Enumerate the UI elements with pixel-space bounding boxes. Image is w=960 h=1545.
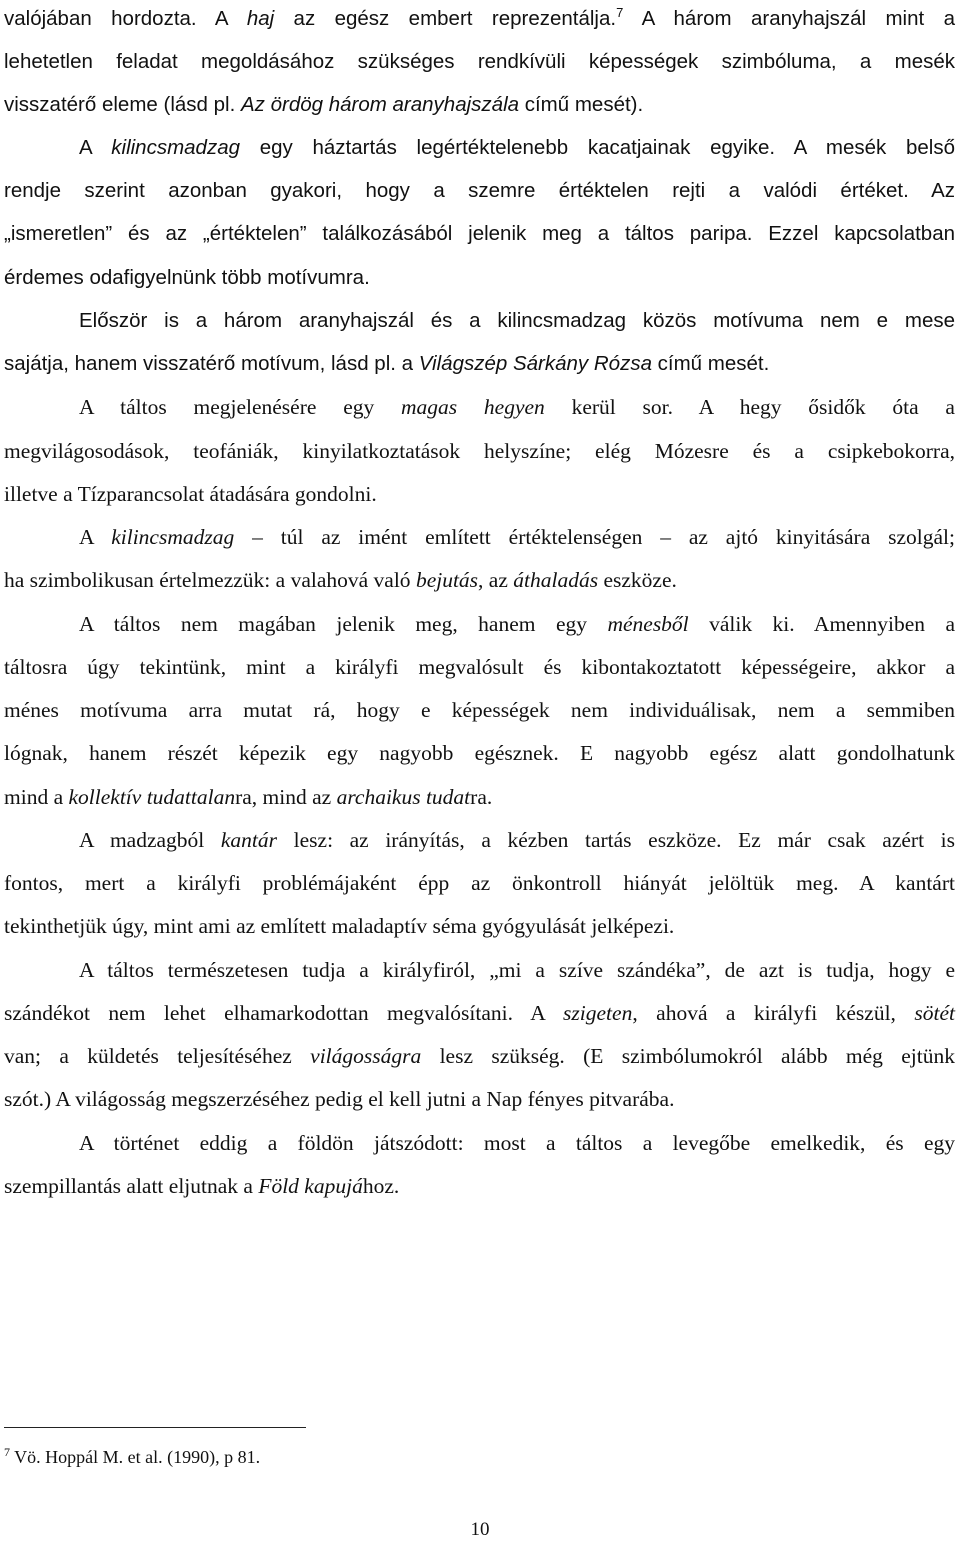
text-run: kerül sor. A hegy ősidők óta a <box>544 395 955 419</box>
text-run: táltosra úgy tekintünk, mint a királyfi megvalósult és kibontakoztatott képességeire, akkor a <box>4 655 955 679</box>
text-run: egy háztartás legértéktelenebb kacatjainak egyike. A mesék belső <box>240 136 955 159</box>
italic-text: Az ördög három aranyhajszála <box>240 93 520 116</box>
text-line <box>4 480 955 508</box>
text-line <box>4 1042 955 1070</box>
text-run: „ismeretlen” és az „értéktelen” találkozásából jelenik meg a táltos paripa. Ezzel kapcsolatban <box>4 222 955 245</box>
footnote-text: Vö. Hoppál M. et al. (1990), p 81. <box>10 1447 261 1467</box>
text-run: lógnak, hanem részét képezik egy nagyobb egésznek. E nagyobb egész alatt gondolhatunk <box>4 741 955 765</box>
text-line <box>4 696 955 724</box>
text-line <box>79 610 955 638</box>
text-run: ménes motívuma arra mutat rá, hogy e képességek nem individuálisak, nem a semmiben <box>4 698 955 722</box>
text-run: valójában hordozta. A <box>4 7 247 30</box>
italic-text: világosságra <box>310 1044 422 1068</box>
text-run: lesz: az irányítás, a kézben tartás eszköze. Ez már csak azért is <box>277 828 955 852</box>
text-run: című mesét). <box>519 93 644 116</box>
text-run: lesz szükség. (E szimbólumokról alább még ejtünk <box>421 1044 955 1068</box>
text-line <box>4 912 955 940</box>
italic-text: kilincsmadzag <box>111 136 241 159</box>
text-line <box>79 307 955 335</box>
text-line <box>79 134 955 162</box>
text-run: Először is a három aranyhajszál és a kilincsmadzag közös motívuma nem e mese <box>79 309 955 332</box>
text-line <box>4 437 955 465</box>
text-run: visszatérő eleme (lásd pl. <box>4 93 241 116</box>
page-number: 10 <box>470 1519 490 1540</box>
text-line <box>4 653 955 681</box>
text-line <box>79 1129 955 1157</box>
text-run: érdemes odafigyelnünk több motívumra. <box>4 266 370 289</box>
text-run: lehetetlen feladat megoldásához szükséges rendkívüli képességek szimbóluma, a mesék <box>4 50 955 73</box>
text-run: A történet eddig a földön játszódott: most a táltos a levegőbe emelkedik, és egy <box>79 1131 955 1155</box>
italic-text: Föld kapujá <box>258 1174 363 1198</box>
text-line <box>4 1085 955 1113</box>
text-line <box>79 523 955 551</box>
text-run: szándékot nem lehet elhamarkodottan megvalósítani. A <box>4 1001 564 1025</box>
text-run: ra, mind az <box>235 785 337 809</box>
text-run: A táltos megjelenésére egy <box>79 395 402 419</box>
text-run: A madzagból <box>79 828 221 852</box>
text-line <box>4 1172 955 1200</box>
text-line <box>4 999 955 1027</box>
text-run: hoz. <box>362 1174 400 1198</box>
text-line <box>4 783 955 811</box>
text-run: szót.) A világosság megszerzéséhez pedig el kell jutni a Nap fényes pitvarába. <box>4 1087 675 1111</box>
footnote-mark: 7 <box>4 1445 10 1459</box>
text-line <box>4 566 955 594</box>
footnote-separator <box>4 1427 306 1428</box>
text-run: című mesét. <box>651 352 770 375</box>
italic-text: Világszép Sárkány Rózsa <box>418 352 652 375</box>
text-run: A <box>79 136 112 159</box>
text-run: illetve a Tízparancsolat átadására gondolni. <box>4 482 377 506</box>
text-run: az egész embert reprezentálja. <box>274 7 617 30</box>
text-run: eszköze. <box>598 568 677 592</box>
text-line <box>4 91 955 119</box>
text-run: mind a <box>4 785 69 809</box>
italic-text: haj <box>246 7 275 30</box>
text-run: ra. <box>470 785 493 809</box>
text-line <box>4 220 955 248</box>
text-run: A <box>79 525 112 549</box>
text-run: – túl az imént említett értéktelenségen – az ajtó kinyitására szolgál; <box>234 525 955 549</box>
text-run: , ahová a királyfi készül, <box>632 1001 915 1025</box>
italic-text: kilincsmadzag <box>111 525 235 549</box>
text-run: tekinthetjük úgy, mint ami az említett maladaptív séma gyógyulását jelképezi. <box>4 914 675 938</box>
italic-text: kollektív tudattalan <box>68 785 236 809</box>
text-run: sajátja, hanem visszatérő motívum, lásd pl. a <box>4 352 419 375</box>
italic-text: áthaladás <box>513 568 599 592</box>
text-run: , az <box>478 568 514 592</box>
text-run: válik ki. Amennyiben a <box>688 612 955 636</box>
italic-text: ménesből <box>607 612 689 636</box>
text-run: szempillantás alatt eljutnak a <box>4 1174 259 1198</box>
text-line <box>4 350 955 378</box>
text-line <box>4 48 955 76</box>
text-line <box>79 826 955 854</box>
text-run: rendje szerint azonban gyakori, hogy a szemre értéktelen rejti a valódi értéket. Az <box>4 179 955 202</box>
text-line <box>4 869 955 897</box>
footnote-reference: 7 <box>616 5 624 20</box>
text-line <box>79 956 955 984</box>
text-run: A három aranyhajszál mint a <box>623 7 955 30</box>
text-run: A táltos nem magában jelenik meg, hanem egy <box>79 612 608 636</box>
footnote <box>4 1446 260 1468</box>
text-line <box>4 5 955 33</box>
text-run: megvilágosodások, teofániák, kinyilatkoztatások helyszíne; elég Mózesre és a csipkebokorra, <box>4 439 955 463</box>
italic-text: sötét <box>914 1001 955 1025</box>
text-run: ha szimbolikusan értelmezzük: a valahová való <box>4 568 416 592</box>
text-line <box>4 264 955 292</box>
italic-text: bejutás <box>415 568 479 592</box>
text-line <box>79 393 955 421</box>
text-run: van; a küldetés teljesítéséhez <box>4 1044 311 1068</box>
italic-text: kantár <box>220 828 278 852</box>
text-run: fontos, mert a királyfi problémájaként épp az önkontroll hiányát jelöltük meg. A kantárt <box>4 871 955 895</box>
italic-text: archaikus tudat <box>336 785 471 809</box>
italic-text: magas hegyen <box>401 395 545 419</box>
text-line <box>4 739 955 767</box>
text-run: A táltos természetesen tudja a királyfiról, „mi a szíve szándéka”, de azt is tudja, hogy e <box>79 958 955 982</box>
text-line <box>4 177 955 205</box>
italic-text: szigeten <box>563 1001 633 1025</box>
